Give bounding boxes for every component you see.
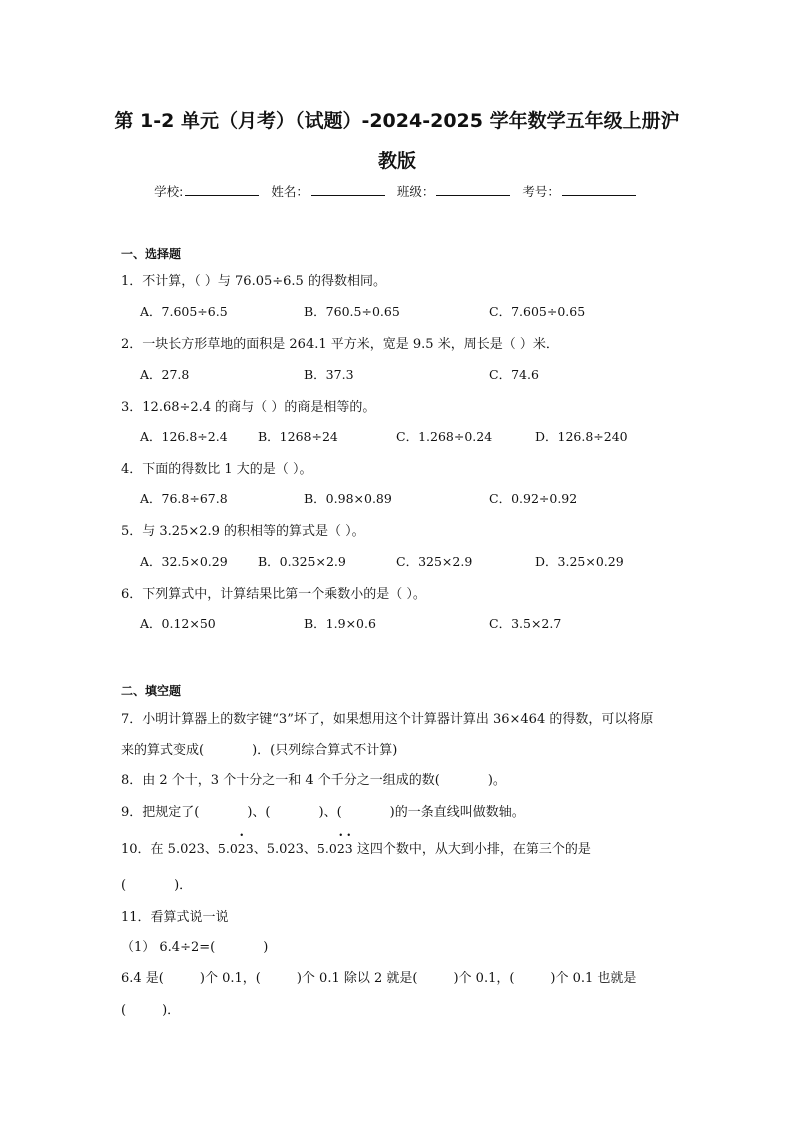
q10-text-a: 10．在 5.023、 (121, 842, 218, 857)
option-a[interactable]: A．32.5×0.29 (140, 554, 228, 569)
question-5-options (140, 552, 700, 570)
q11-text-c: )个 0.1 除以 2 就是( (296, 971, 418, 986)
section-fill-heading: 二、填空题 (121, 684, 182, 698)
question-2: 2．一块长方形草地的面积是 264.1 平方米，宽是 9.5 米，周长是（ ）米． (121, 337, 559, 352)
q7-text-a: 来的算式变成( (121, 743, 205, 758)
class-blank[interactable] (436, 183, 510, 196)
q11-text-b: )个 0.1，( (199, 971, 261, 986)
q10-sep: 、5.023、 (253, 842, 317, 857)
option-b[interactable]: B．760.5÷0.65 (304, 304, 400, 319)
option-d[interactable]: D．3.25×0.29 (535, 554, 624, 569)
option-b[interactable]: B．0.98×0.89 (304, 491, 392, 506)
option-c[interactable]: C．7.605÷0.65 (489, 304, 586, 319)
option-a[interactable]: A．7.605÷6.5 (140, 304, 228, 319)
q9-text-c: )、( (318, 805, 342, 820)
page-title-line2: 教版 (377, 150, 416, 172)
question-11-sub1 (121, 936, 268, 955)
repeating-decimal-1: 5.0• 23 (218, 841, 254, 856)
q11-paren-open: ( (121, 1003, 127, 1018)
option-c[interactable]: C．0.92÷0.92 (489, 491, 578, 506)
option-c[interactable]: C．74.6 (489, 367, 539, 382)
question-2-options (140, 365, 700, 383)
question-11: 11．看算式说一说 (121, 910, 229, 925)
q10-paren-open: ( (121, 878, 127, 893)
question-3: 3．12.68÷2.4 的商与（ ）的商是相等的。 (121, 400, 376, 415)
question-9 (121, 801, 525, 820)
option-a[interactable]: A．126.8÷2.4 (140, 429, 228, 444)
question-11-line2 (121, 999, 180, 1018)
repeating-decimal-2: 5.0• 2• 3 (317, 841, 353, 856)
question-6-options (140, 614, 700, 632)
option-b[interactable]: B．37.3 (304, 367, 354, 382)
q10-text-b: 这四个数中，从大到小排，在第三个的是 (352, 842, 591, 857)
question-7-line2 (121, 739, 397, 758)
q8-text-b: )。 (487, 773, 506, 788)
option-b[interactable]: B．1.9×0.6 (304, 616, 376, 631)
question-3-options (140, 427, 700, 445)
question-10-line2 (121, 874, 192, 893)
option-c[interactable]: C．325×2.9 (396, 554, 473, 569)
q11-sub-text: （1） 6.4÷2=( (121, 940, 216, 955)
question-4: 4．下面的得数比 1 大的是（ ）。 (121, 462, 313, 477)
option-b[interactable]: B．0.325×2.9 (258, 554, 346, 569)
q11-text-a: 6.4 是( (121, 971, 164, 986)
question-1: 1．不计算，（ ）与 76.05÷6.5 的得数相同。 (121, 274, 386, 289)
exam-no-blank[interactable] (562, 183, 636, 196)
option-a[interactable]: A．0.12×50 (140, 616, 216, 631)
q11-paren-close: )． (162, 1003, 181, 1018)
exam-no-label: 考号： (522, 184, 560, 199)
question-1-options (140, 302, 700, 320)
option-c[interactable]: C．3.5×2.7 (489, 616, 562, 631)
q11-text-e: )个 0.1 也就是 (550, 971, 637, 986)
question-7-line1: 7．小明计算器上的数字键“3”坏了，如果想用这个计算器计算出 36×464 的得数，可以将原 (121, 712, 654, 727)
option-a[interactable]: A．27.8 (140, 367, 190, 382)
option-a[interactable]: A．76.8÷67.8 (140, 491, 228, 506)
q9-text-b: )、( (247, 805, 271, 820)
q9-text-d: )的一条直线叫做数轴。 (389, 805, 525, 820)
name-blank[interactable] (311, 183, 385, 196)
option-d[interactable]: D．126.8÷240 (535, 429, 628, 444)
q11-text-d: )个 0.1，( (453, 971, 515, 986)
question-8 (121, 769, 506, 788)
section-choice-heading: 一、选择题 (121, 247, 182, 261)
option-c[interactable]: C．1.268÷0.24 (396, 429, 493, 444)
question-11-line1 (121, 967, 636, 986)
question-6: 6．下列算式中，计算结果比第一个乘数小的是（ ）。 (121, 587, 426, 602)
student-info-line (0, 182, 794, 200)
q10-paren-close: )． (174, 878, 193, 893)
question-10-line1 (121, 838, 591, 857)
q9-text-a: 9．把规定了( (121, 805, 200, 820)
option-b[interactable]: B．1268÷24 (258, 429, 338, 444)
page-title-line1: 第 1-2 单元（月考）（试题）-2024-2025 学年数学五年级上册沪 (114, 110, 680, 132)
question-4-options (140, 489, 700, 507)
class-label: 班级： (396, 184, 435, 199)
q11-sub-close: ) (263, 940, 269, 955)
q7-text-b: )．(只列综合算式不计算) (252, 743, 398, 758)
name-label: 姓名： (271, 184, 309, 199)
q8-text-a: 8．由 2 个十，3 个十分之一和 4 个千分之一组成的数( (121, 773, 440, 788)
school-label: 学校: (154, 184, 184, 199)
question-5: 5．与 3.25×2.9 的积相等的算式是（ ）。 (121, 524, 365, 539)
school-blank[interactable] (185, 183, 259, 196)
